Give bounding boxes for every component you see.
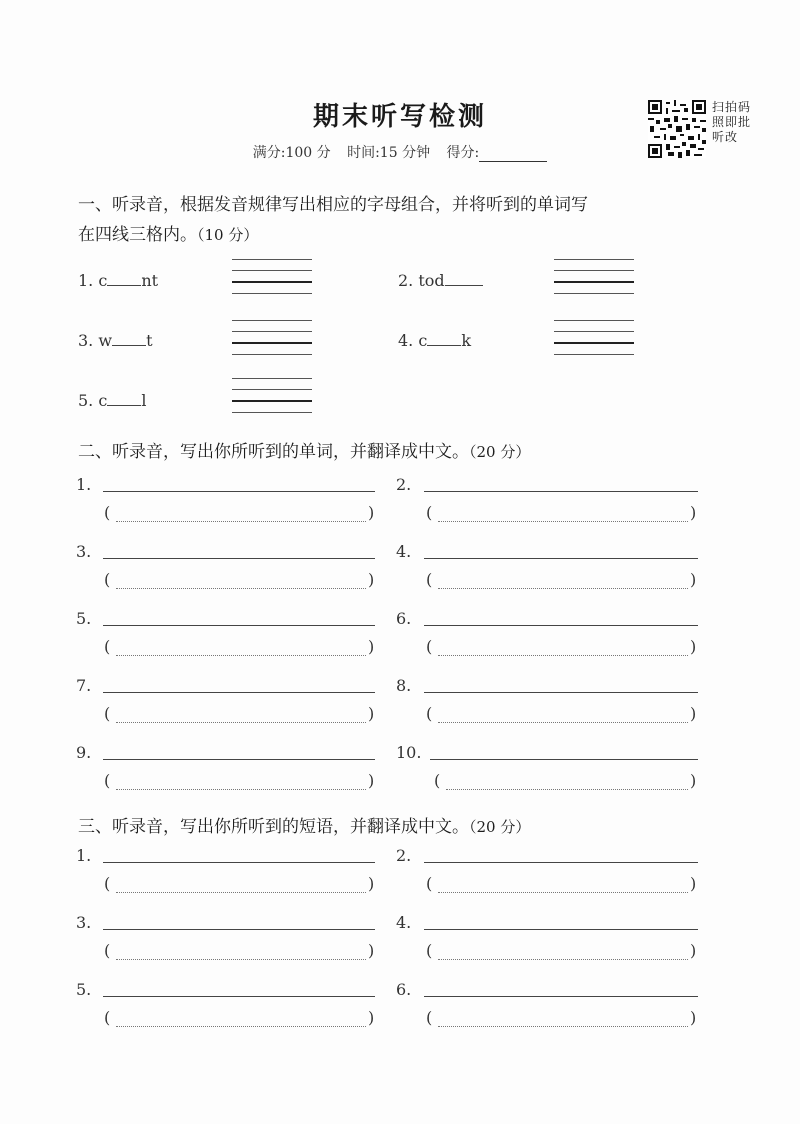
word-item-paren-open: ( [426,570,433,589]
word-item-translation-line[interactable] [116,722,366,723]
word-item-answer-line[interactable] [103,491,375,492]
letter-blank[interactable] [427,331,461,346]
section-1-heading-line2: 在四线三格内。 [78,225,197,245]
word-item-paren-open: ( [104,637,111,656]
qr-code-icon[interactable] [648,100,706,158]
phrase-item-number: 4. [396,913,412,932]
section-2-heading [78,437,530,467]
word-item-answer-line[interactable] [424,625,698,626]
word-item-number: 6. [396,609,412,628]
word-item-translation-line[interactable] [116,521,366,522]
word-item-number: 8. [396,676,412,695]
word-item-paren-close: ) [690,771,697,790]
word-item-answer-line[interactable] [103,625,375,626]
word-item-paren-close: ) [690,570,697,589]
word-item-translation-line[interactable] [116,588,366,589]
phrase-item-number: 2. [396,846,412,865]
word-item-translation-line[interactable] [446,789,688,790]
s1-item-number: 3. [78,331,94,350]
section-2-points: （20 分） [469,443,531,461]
score-blank [479,147,547,162]
word-item-paren-close: ) [690,704,697,723]
phrase-item-answer-line[interactable] [103,996,375,997]
section-1-points: （10 分） [197,226,259,244]
phrase-item-paren-close: ) [690,874,697,893]
word-item-answer-line[interactable] [103,558,375,559]
letter-blank[interactable] [445,271,483,286]
s1-item-suffix: t [146,331,153,350]
letter-blank[interactable] [107,391,141,406]
word-item-answer-line[interactable] [424,491,698,492]
phrase-item-paren-open: ( [104,941,111,960]
word-item-paren-close: ) [368,771,375,790]
phrase-item-number: 6. [396,980,412,999]
section-3-heading [78,812,530,842]
phrase-item-paren-close: ) [690,941,697,960]
phrase-item-number: 3. [76,913,92,932]
word-item-paren-open: ( [104,503,111,522]
s1-item-suffix: l [141,391,147,410]
phrase-item-paren-open: ( [104,874,111,893]
word-item-translation-line[interactable] [438,722,688,723]
phrase-item-answer-line[interactable] [103,862,375,863]
word-item-answer-line[interactable] [103,692,375,693]
phrase-item-paren-close: ) [690,1008,697,1027]
phrase-item-translation-line[interactable] [438,959,688,960]
s1-item-prefix: w [98,331,113,350]
time-limit: 时间:15 分钟 [347,145,431,161]
s1-item-number: 5. [78,391,94,410]
word-item-number: 3. [76,542,92,561]
phrase-item-translation-line[interactable] [116,892,366,893]
word-item-translation-line[interactable] [116,789,366,790]
qr-caption: 扫拍码照即批听改 [712,100,752,144]
word-item-number: 7. [76,676,92,695]
phrase-item-paren-open: ( [104,1008,111,1027]
phrase-item-answer-line[interactable] [103,929,375,930]
phrase-item-translation-line[interactable] [116,959,366,960]
letter-blank[interactable] [107,271,141,286]
s1-item-prefix: tod [418,271,445,290]
phrase-item-number: 1. [76,846,92,865]
word-item-translation-line[interactable] [438,588,688,589]
word-item-paren-open: ( [434,771,441,790]
s1-item-number: 4. [398,331,414,350]
four-line-grid[interactable] [232,378,312,423]
phrase-item-paren-close: ) [368,874,375,893]
word-item-paren-open: ( [104,771,111,790]
phrase-item-paren-open: ( [426,1008,433,1027]
word-item-paren-close: ) [690,637,697,656]
word-item-number: 1. [76,475,92,494]
word-item-paren-close: ) [368,570,375,589]
full-score: 满分:100 分 [252,145,331,161]
word-item-paren-close: ) [368,637,375,656]
word-item-number: 5. [76,609,92,628]
s1-item-2 [398,271,483,290]
s1-item-5 [78,391,146,410]
word-item-translation-line[interactable] [438,521,688,522]
word-item-answer-line[interactable] [424,692,698,693]
phrase-item-translation-line[interactable] [116,1026,366,1027]
phrase-item-paren-open: ( [426,874,433,893]
word-item-number: 2. [396,475,412,494]
word-item-paren-open: ( [104,704,111,723]
s1-item-prefix: c [98,391,108,410]
four-line-grid[interactable] [554,259,634,304]
word-item-paren-open: ( [426,704,433,723]
page-title: 期末听写检测 [312,102,487,132]
word-item-paren-close: ) [368,704,375,723]
word-item-number: 4. [396,542,412,561]
section-1-heading [78,190,588,250]
word-item-paren-open: ( [426,637,433,656]
section-2-heading-text: 二、听录音，写出你所听到的单词，并翻译成中文。 [78,442,469,462]
s1-item-suffix: k [461,331,472,350]
word-item-number: 10. [396,743,422,762]
word-item-translation-line[interactable] [116,655,366,656]
word-item-translation-line[interactable] [438,655,688,656]
word-item-answer-line[interactable] [103,759,375,760]
word-item-paren-open: ( [426,503,433,522]
word-item-paren-close: ) [690,503,697,522]
s1-item-number: 1. [78,271,94,290]
section-3-heading-text: 三、听录音，写出你所听到的短语，并翻译成中文。 [78,817,469,837]
phrase-item-answer-line[interactable] [424,862,698,863]
section-3-points: （20 分） [469,818,531,836]
s1-item-4 [398,331,471,350]
phrase-item-answer-line[interactable] [424,929,698,930]
s1-item-3 [78,331,153,350]
letter-blank[interactable] [112,331,146,346]
s1-item-number: 2. [398,271,414,290]
score-field [447,145,548,161]
phrase-item-paren-open: ( [426,941,433,960]
four-line-grid[interactable] [554,320,634,365]
four-line-grid[interactable] [232,320,312,365]
score-label: 得分: [446,145,480,161]
word-item-answer-line[interactable] [424,558,698,559]
word-item-paren-close: ) [368,503,375,522]
word-item-number: 9. [76,743,92,762]
s1-item-1 [78,271,158,290]
s1-item-prefix: c [98,271,108,290]
phrase-item-translation-line[interactable] [438,892,688,893]
phrase-item-answer-line[interactable] [424,996,698,997]
phrase-item-paren-close: ) [368,1008,375,1027]
phrase-item-number: 5. [76,980,92,999]
four-line-grid[interactable] [232,259,312,304]
phrase-item-translation-line[interactable] [438,1026,688,1027]
word-item-paren-open: ( [104,570,111,589]
s1-item-suffix: nt [141,271,159,290]
word-item-answer-line[interactable] [430,759,698,760]
section-1-heading-line1: 一、听录音，根据发音规律写出相应的字母组合，并将听到的单词写 [78,195,588,215]
phrase-item-paren-close: ) [368,941,375,960]
s1-item-prefix: c [418,331,428,350]
